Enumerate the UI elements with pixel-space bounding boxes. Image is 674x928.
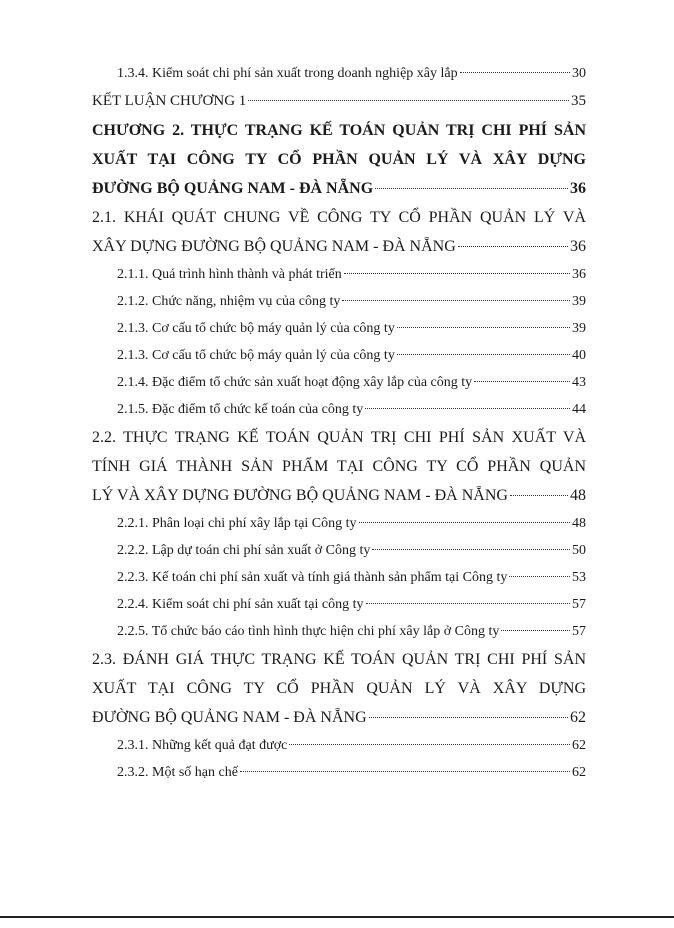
toc-entry-title: 2.1.4. Đặc điểm tổ chức sản xuất hoạt động xây lắp của công ty <box>117 375 473 390</box>
toc-entry-2-2-5 <box>92 618 586 645</box>
toc-page-number: 48 <box>572 516 586 531</box>
dot-leader <box>366 603 570 604</box>
dot-leader <box>289 744 570 745</box>
toc-entry-section-2-1 <box>92 203 586 261</box>
dot-leader <box>240 771 570 772</box>
toc-entry-2-1-5 <box>92 396 586 423</box>
dot-leader <box>509 576 570 577</box>
dot-leader <box>375 188 568 189</box>
toc-entry-title: 2.2.3. Kế toán chi phí sản xuất và tính giá thành sản phẩm tại Công ty <box>117 570 508 585</box>
toc-entry-title-line: XUẤT TẠI CÔNG TY CỔ PHẦN QUẢN LÝ VÀ XÂY DỰNG <box>92 680 586 697</box>
toc-entry-2-2-3 <box>92 564 586 591</box>
toc-entry-2-1-4 <box>92 369 586 396</box>
toc-entry-title: 1.3.4. Kiểm soát chi phí sản xuất trong doanh nghiệp xây lắp <box>117 66 458 81</box>
toc-page-number: 62 <box>570 709 586 726</box>
toc-page-number: 36 <box>570 238 586 255</box>
toc-entry-title: 2.1.3. Cơ cấu tổ chức bộ máy quản lý của công ty <box>117 321 395 336</box>
toc-entry-chapter-1-conclusion <box>92 87 586 116</box>
toc-entry-2-3-2 <box>92 759 586 786</box>
dot-leader <box>458 246 568 247</box>
toc-entry-title: 2.1.3. Cơ cấu tổ chức bộ máy quản lý của công ty <box>117 348 395 363</box>
dot-leader <box>474 381 570 382</box>
toc-page-number: 53 <box>572 570 586 585</box>
toc-entry-title-line: CHƯƠNG 2. THỰC TRẠNG KẾ TOÁN QUẢN TRỊ CHI PHÍ SẢN <box>92 122 586 139</box>
toc-entry-section-2-3 <box>92 645 586 732</box>
dot-leader <box>397 327 570 328</box>
toc-entry-title: 2.2.1. Phân loại chi phí xây lắp tại Công ty <box>117 516 357 531</box>
table-of-contents <box>92 60 586 786</box>
toc-entry-title-line: XUẤT TẠI CÔNG TY CỔ PHẦN QUẢN LÝ VÀ XÂY DỰNG <box>92 151 586 168</box>
dot-leader <box>344 273 570 274</box>
toc-entry-last-line <box>92 174 586 203</box>
toc-page-number: 44 <box>572 402 586 417</box>
toc-entry-last-line <box>92 232 586 261</box>
toc-entry-2-2-2 <box>92 537 586 564</box>
toc-entry-title: 2.2.4. Kiểm soát chi phí sản xuất tại công ty <box>117 597 364 612</box>
toc-entry-2-2-1 <box>92 510 586 537</box>
toc-page-number: 62 <box>572 738 586 753</box>
toc-page-number: 57 <box>572 624 586 639</box>
toc-page-number: 48 <box>570 487 586 504</box>
dot-leader <box>369 717 568 718</box>
toc-page-number: 40 <box>572 348 586 363</box>
dot-leader <box>359 522 570 523</box>
dot-leader <box>372 549 570 550</box>
toc-page-number: 50 <box>572 543 586 558</box>
toc-page-number: 57 <box>572 597 586 612</box>
toc-page-number: 35 <box>571 93 586 109</box>
toc-entry-last-line <box>92 481 586 510</box>
dot-leader <box>460 72 570 73</box>
toc-entry-2-1-3 <box>92 315 586 342</box>
toc-entry-section-2-2 <box>92 423 586 510</box>
toc-page-number: 36 <box>572 267 586 282</box>
toc-entry-2-3-1 <box>92 732 586 759</box>
toc-entry-title-line: 2.1. KHÁI QUÁT CHUNG VỀ CÔNG TY CỔ PHẦN QUẢN LÝ VÀ <box>92 209 586 226</box>
toc-entry-title-line: TÍNH GIÁ THÀNH SẢN PHẨM TẠI CÔNG TY CỔ PHẦN QUẢN <box>92 458 586 475</box>
toc-page-number: 30 <box>572 66 586 81</box>
toc-entry-title-line: ĐƯỜNG BỘ QUẢNG NAM - ĐÀ NẴNG <box>92 180 374 197</box>
dot-leader <box>501 630 570 631</box>
toc-entry-title-line: LÝ VÀ XÂY DỰNG ĐƯỜNG BỘ QUẢNG NAM - ĐÀ NẴNG <box>92 487 508 504</box>
dot-leader <box>510 495 568 496</box>
toc-page-number: 62 <box>572 765 586 780</box>
toc-page-number: 36 <box>570 180 586 197</box>
toc-page-number: 39 <box>572 294 586 309</box>
toc-entry-2-1-1 <box>92 261 586 288</box>
toc-page-number: 39 <box>572 321 586 336</box>
page-bottom-rule <box>0 916 674 918</box>
toc-entry-title-line: 2.2. THỰC TRẠNG KẾ TOÁN QUẢN TRỊ CHI PHÍ SẢN XUẤT VÀ <box>92 429 586 446</box>
toc-entry-title: 2.2.2. Lập dự toán chi phí sản xuất ở Công ty <box>117 543 371 558</box>
dot-leader <box>397 354 570 355</box>
dot-leader <box>365 408 570 409</box>
dot-leader <box>342 300 570 301</box>
toc-entry-chapter-2 <box>92 116 586 203</box>
toc-entry-title: 2.3.2. Một số hạn chế <box>117 765 238 780</box>
toc-entry-title: 2.1.2. Chức năng, nhiệm vụ của công ty <box>117 294 341 309</box>
toc-entry-title-line: 2.3. ĐÁNH GIÁ THỰC TRẠNG KẾ TOÁN QUẢN TRỊ CHI PHÍ SẢN <box>92 651 586 668</box>
toc-entry-last-line <box>92 703 586 732</box>
toc-entry-title: 2.1.1. Quá trình hình thành và phát triển <box>117 267 342 282</box>
toc-entry-title: 2.1.5. Đặc điểm tổ chức kế toán của công ty <box>117 402 364 417</box>
toc-entry-title: 2.3.1. Những kết quả đạt được <box>117 738 288 753</box>
toc-page-number: 43 <box>572 375 586 390</box>
toc-entry-2-1-2 <box>92 288 586 315</box>
toc-entry-2-1-3-duplicate <box>92 342 586 369</box>
toc-entry-title: KẾT LUẬN CHƯƠNG 1 <box>92 93 247 109</box>
toc-entry-2-2-4 <box>92 591 586 618</box>
toc-entry-title-line: XÂY DỰNG ĐƯỜNG BỘ QUẢNG NAM - ĐÀ NẴNG <box>92 238 456 255</box>
toc-entry-title-line: ĐƯỜNG BỘ QUẢNG NAM - ĐÀ NẴNG <box>92 709 367 726</box>
toc-entry-title: 2.2.5. Tổ chức báo cáo tình hình thực hiện chi phí xây lắp ở Công ty <box>117 624 500 639</box>
toc-entry-1-3-4 <box>92 60 586 87</box>
dot-leader <box>248 100 569 101</box>
